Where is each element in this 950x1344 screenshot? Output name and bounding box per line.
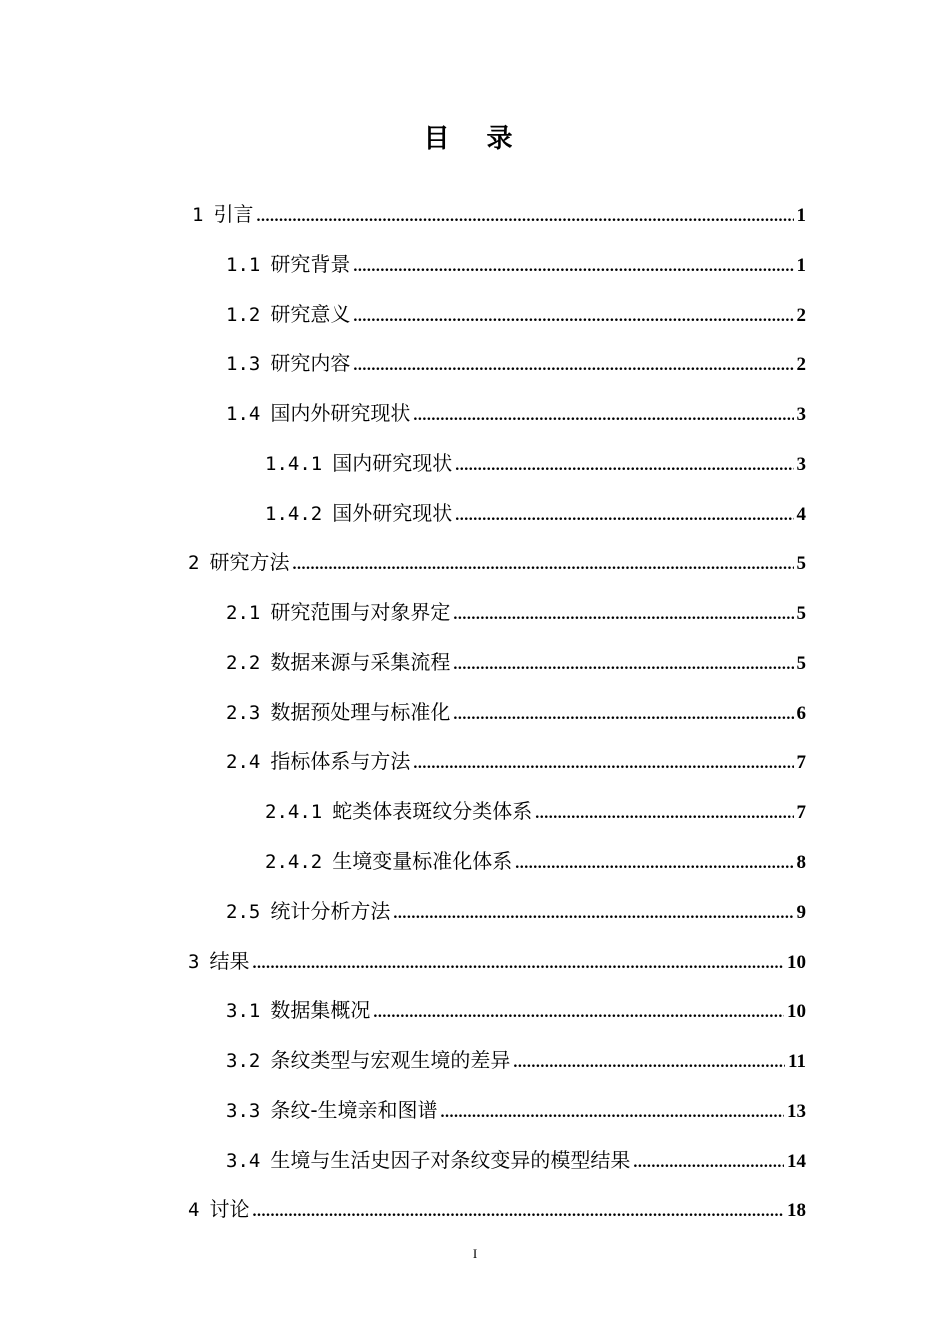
toc-entry-title: 蛇类体表斑纹分类体系 — [332, 799, 533, 823]
toc-entry-number: 3 — [188, 951, 200, 973]
toc-entry-1-4[interactable] — [226, 398, 806, 428]
toc-entry-number: 1.4.1 — [265, 453, 323, 475]
toc-leader-dots — [633, 1148, 784, 1178]
toc-entry-number: 2.3 — [226, 702, 261, 724]
toc-entry-2-5[interactable] — [226, 896, 806, 926]
toc-entry-number: 2.4.1 — [265, 801, 323, 823]
toc-entry-page: 7 — [796, 802, 806, 823]
toc-entry-title: 研究方法 — [209, 550, 290, 574]
toc-entry-1-4-2[interactable] — [265, 498, 806, 528]
toc-leader-dots — [252, 949, 784, 979]
toc-entry-title: 讨论 — [209, 1197, 250, 1221]
toc-entry-4[interactable] — [188, 1194, 806, 1224]
toc-entry-page: 2 — [796, 305, 806, 326]
toc-entry-2-4-2[interactable] — [265, 846, 806, 876]
toc-entry-number: 2.2 — [226, 652, 261, 674]
toc-leader-dots — [455, 501, 793, 531]
toc-entry-1-3[interactable] — [226, 348, 806, 378]
toc-entry-2-1[interactable] — [226, 597, 806, 627]
toc-entry-title: 条纹-生境亲和图谱 — [270, 1098, 438, 1122]
toc-entry-number: 2 — [188, 552, 200, 574]
toc-entry-page: 18 — [787, 1200, 806, 1221]
toc-entry-title: 研究意义 — [270, 302, 351, 326]
toc-leader-dots — [252, 1197, 784, 1227]
toc-leader-dots — [515, 849, 793, 879]
toc-leader-dots — [353, 351, 793, 381]
toc-entry-title: 结果 — [209, 949, 250, 973]
toc-entry-number: 2.5 — [226, 901, 261, 923]
toc-entry-number: 1.4.2 — [265, 503, 323, 525]
toc-entry-title: 引言 — [213, 202, 254, 226]
toc-entry-page: 1 — [796, 205, 806, 226]
toc-entry-title: 国内外研究现状 — [270, 401, 411, 425]
toc-entry-2-4-1[interactable] — [265, 796, 806, 826]
toc-entry-title: 研究内容 — [270, 351, 351, 375]
toc-entry-page: 10 — [787, 1001, 806, 1022]
toc-leader-dots — [413, 401, 793, 431]
toc-entry-3-1[interactable] — [226, 995, 806, 1025]
toc-entry-number: 2.1 — [226, 602, 261, 624]
toc-entry-number: 1.3 — [226, 353, 261, 375]
toc-entry-title: 研究范围与对象界定 — [270, 600, 451, 624]
toc-leader-dots — [353, 252, 793, 282]
toc-entry-number: 1 — [192, 204, 204, 226]
toc-entry-page: 9 — [796, 902, 806, 923]
toc-entry-page: 5 — [796, 553, 806, 574]
page-title: 目 录 — [423, 124, 527, 154]
toc-entry-title: 统计分析方法 — [270, 899, 391, 923]
toc-entry-title: 数据集概况 — [270, 998, 371, 1022]
toc-leader-dots — [535, 799, 793, 829]
toc-entry-1[interactable] — [192, 199, 806, 229]
toc-entry-number: 3.3 — [226, 1100, 261, 1122]
toc-entry-number: 3.2 — [226, 1050, 261, 1072]
toc-entry-title: 指标体系与方法 — [270, 749, 411, 773]
toc-leader-dots — [413, 749, 793, 779]
toc-entry-number: 2.4.2 — [265, 851, 323, 873]
toc-entry-3-3[interactable] — [226, 1095, 806, 1125]
toc-entry-1-1[interactable] — [226, 249, 806, 279]
toc-entry-number: 1.4 — [226, 403, 261, 425]
toc-entry-page: 4 — [796, 504, 806, 525]
toc-entry-1-2[interactable] — [226, 299, 806, 329]
toc-entry-page: 13 — [787, 1101, 806, 1122]
toc-entry-page: 10 — [787, 952, 806, 973]
toc-entry-2-2[interactable] — [226, 647, 806, 677]
toc-entry-page: 3 — [796, 404, 806, 425]
toc-entry-title: 数据来源与采集流程 — [270, 650, 451, 674]
toc-entry-title: 条纹类型与宏观生境的差异 — [270, 1048, 511, 1072]
toc-leader-dots — [441, 1098, 784, 1128]
toc-entry-page: 1 — [796, 255, 806, 276]
toc-entry-page: 8 — [796, 852, 806, 873]
toc-leader-dots — [453, 650, 793, 680]
toc-leader-dots — [256, 202, 793, 232]
toc-entry-title: 生境与生活史因子对条纹变异的模型结果 — [270, 1148, 631, 1172]
toc-leader-dots — [453, 600, 793, 630]
toc-entry-2-4[interactable] — [226, 746, 806, 776]
toc-entry-2[interactable] — [188, 547, 806, 577]
toc-entry-page: 3 — [796, 454, 806, 475]
toc-leader-dots — [393, 899, 793, 929]
toc-entry-1-4-1[interactable] — [265, 448, 806, 478]
toc-entry-number: 4 — [188, 1199, 200, 1221]
toc-entry-number: 3.4 — [226, 1150, 261, 1172]
toc-entry-number: 3.1 — [226, 1000, 261, 1022]
toc-entry-page: 6 — [796, 703, 806, 724]
toc-entry-title: 国内研究现状 — [332, 451, 453, 475]
toc-leader-dots — [455, 451, 793, 481]
toc-entry-number: 1.2 — [226, 304, 261, 326]
toc-entry-title: 国外研究现状 — [332, 501, 453, 525]
toc-entry-number: 2.4 — [226, 751, 261, 773]
toc-leader-dots — [373, 998, 784, 1028]
toc-entry-title: 生境变量标准化体系 — [332, 849, 513, 873]
toc-entry-page: 2 — [796, 354, 806, 375]
toc-leader-dots — [513, 1048, 785, 1078]
toc-entry-page: 5 — [796, 603, 806, 624]
toc-entry-3-4[interactable] — [226, 1145, 806, 1175]
toc-entry-2-3[interactable] — [226, 697, 806, 727]
toc-leader-dots — [453, 700, 793, 730]
toc-leader-dots — [353, 302, 793, 332]
toc-entry-page: 11 — [788, 1051, 806, 1072]
toc-entry-page: 5 — [796, 653, 806, 674]
toc-entry-3[interactable] — [188, 946, 806, 976]
toc-entry-3-2[interactable] — [226, 1045, 806, 1075]
toc-entry-page: 7 — [796, 752, 806, 773]
toc-entry-title: 数据预处理与标准化 — [270, 700, 451, 724]
footer-page-number: I — [472, 1246, 478, 1261]
toc-entry-title: 研究背景 — [270, 252, 351, 276]
toc-leader-dots — [292, 550, 793, 580]
toc-entry-page: 14 — [787, 1151, 806, 1172]
toc-entry-number: 1.1 — [226, 254, 261, 276]
